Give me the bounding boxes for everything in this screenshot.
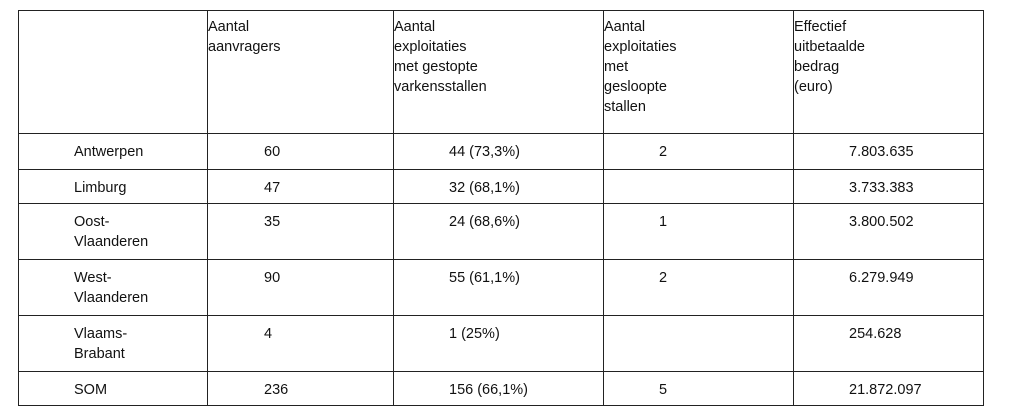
table-cell: 5 [604,372,794,406]
header-cell-uitbetaalde-bedrag [794,11,984,134]
header-cell-gestopte-varkensstallen [394,11,604,134]
table-cell: 1 [604,204,794,260]
table-cell: 24 (68,6%) [394,204,604,260]
table-header-row [19,11,984,134]
table-row-som [19,372,984,406]
table-cell: Vlaams- Brabant [19,316,208,372]
table-cell: 21.872.097 [794,372,984,406]
header-label: Aantal exploitaties met gestopte varkensstallen [394,19,487,95]
table-cell: 60 [208,134,394,170]
table-cell: 7.803.635 [794,134,984,170]
table-cell: 4 [208,316,394,372]
table-cell: 47 [208,170,394,204]
header-label: Aantal aanvragers [208,19,281,55]
table-row-vlaams-brabant [19,316,984,372]
table-cell: 2 [604,260,794,316]
table-cell: 35 [208,204,394,260]
table-cell [604,316,794,372]
table-cell: Antwerpen [19,134,208,170]
header-label: Effectief uitbetaalde bedrag (euro) [794,19,865,95]
table-cell: 44 (73,3%) [394,134,604,170]
table-cell: West- Vlaanderen [19,260,208,316]
table-cell: 90 [208,260,394,316]
header-cell-aantal-aanvragers [208,11,394,134]
table-cell: Oost- Vlaanderen [19,204,208,260]
table-row-west-vlaanderen [19,260,984,316]
table-cell: 32 (68,1%) [394,170,604,204]
table-cell: 6.279.949 [794,260,984,316]
header-label: Aantal exploitaties met gesloopte stallen [604,19,677,115]
table-cell [604,170,794,204]
data-table-container [18,10,984,406]
table-cell: 2 [604,134,794,170]
table-cell: 3.800.502 [794,204,984,260]
table-row-oost-vlaanderen [19,204,984,260]
header-cell-gesloopte-stallen [604,11,794,134]
table-cell: 1 (25%) [394,316,604,372]
table-cell: 236 [208,372,394,406]
province-data-table [18,10,984,406]
table-cell: Limburg [19,170,208,204]
table-cell: 3.733.383 [794,170,984,204]
table-row-antwerpen [19,134,984,170]
table-cell: 55 (61,1%) [394,260,604,316]
table-cell: 254.628 [794,316,984,372]
table-row-limburg [19,170,984,204]
table-cell: 156 (66,1%) [394,372,604,406]
header-cell-empty [19,11,208,134]
table-cell: SOM [19,372,208,406]
